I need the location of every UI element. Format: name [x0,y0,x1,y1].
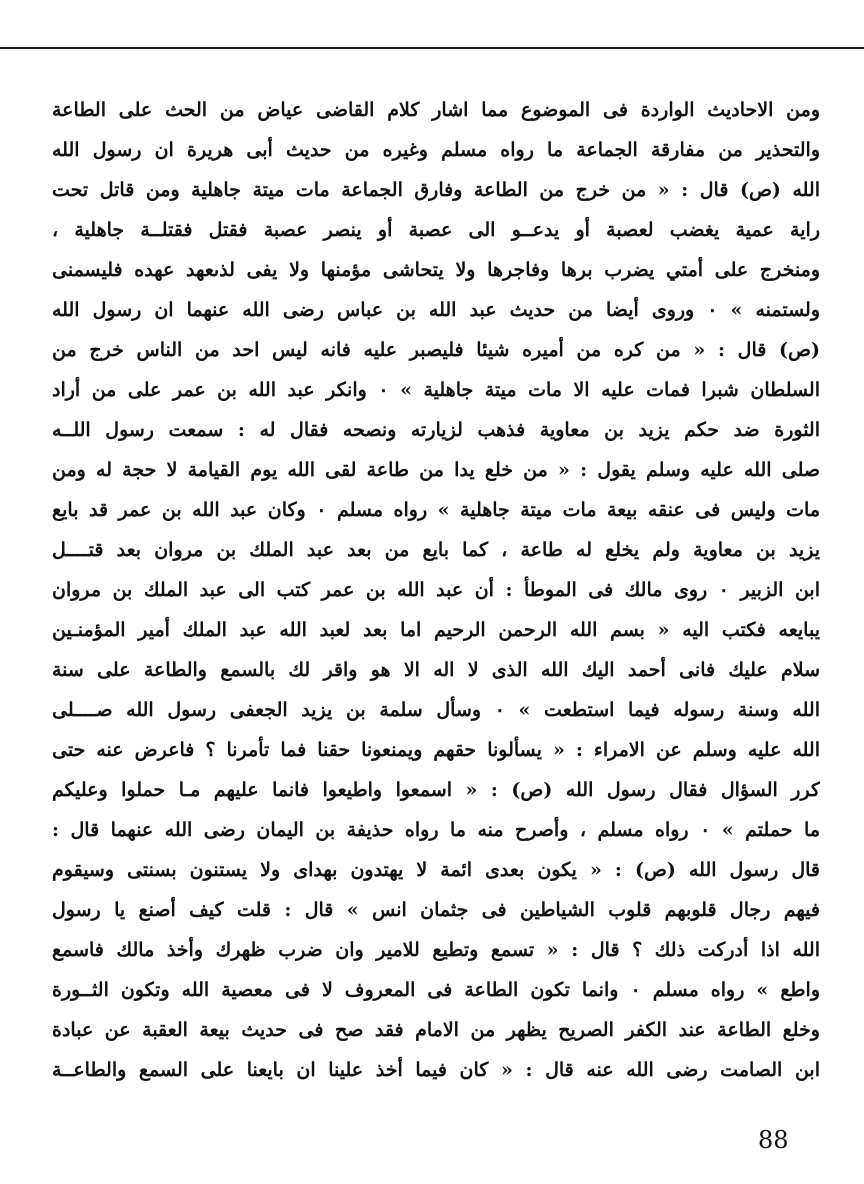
text-line: وخلع الطاعة عند الكفر الصريح يظهر من الامام فقد صح فى حديث بيعة العقبة عن عبادة [52,1019,820,1041]
text-line: السلطان شبرا فمات عليه الا مات ميتة جاهلية » ٠ وانكر عبد الله بن عمر على من أراد [52,379,820,401]
text-line: والتحذير من مفارقة الجماعة ما رواه مسلم وغيره من حديث أبى هريرة ان رسول الله [52,139,820,161]
text-line: مات وليس فى عنقه بيعة مات ميتة جاهلية » رواه مسلم ٠ وكان عبد الله بن عمر قد بايع [52,499,820,521]
text-line: ابن الصامت رضى الله عنه قال : « كان فيما أخذ علينا ان بايعنا على السمع والطاعــة [52,1059,820,1081]
text-line: الله عليه وسلم عن الامراء : « يسألونا حقهم ويمنعونا حقنا فما تأمرنا ؟ فاعرض عنه حتى [52,739,820,761]
text-line: صلى الله عليه وسلم يقول : « من خلع يدا من طاعة لقى الله يوم القيامة لا حجة له ومن [52,459,820,481]
text-line: ولستمنه » ٠ وروى أيضا من حديث عبد الله بن عباس رضى الله عنهما ان رسول الله [52,299,820,321]
text-line: يبايعه فكتب اليه « بسم الله الرحمن الرحيم اما بعد لعبد الله عبد الملك أمير المؤمنـين [52,619,820,641]
text-line: الله (ص) قال : « من خرج من الطاعة وفارق الجماعة مات ميتة جاهلية ومن قاتل تحت [52,179,820,201]
text-line: يزيد بن معاوية ولم يخلع له طاعة ، كما بايع من بعد عبد الملك بن مروان بعد قتــــل [52,539,820,561]
header-rule [0,47,864,49]
text-line: الله وسنة رسوله فيما استطعت » ٠ وسأل سلمة بن يزيد الجعفى رسول الله صــــلى [52,699,820,721]
page-body-text [52,90,820,1090]
text-line: الله اذا أدركت ذلك ؟ قال : « تسمع وتطيع للامير وان ضرب ظهرك وأخذ مالك فاسمع [52,939,820,961]
page-number: 88 [758,1126,789,1154]
text-line: واطع » رواه مسلم ٠ وانما تكون الطاعة فى المعروف لا فى معصية الله وتكون الثــورة [52,979,820,1001]
text-line: قال رسول الله (ص) : « يكون بعدى ائمة لا يهتدون بهداى ولا يستنون بسنتى وسيقوم [52,859,820,881]
text-line: ومنخرج على أمتي يضرب برها وفاجرها ولا يتحاشى مؤمنها ولا يفى لذىعهد عهده فليسمنى [52,259,820,281]
text-line: سلام عليك فانى أحمد اليك الله الذى لا اله الا هو واقر لك بالسمع والطاعة على سنة [52,659,820,681]
text-line: ومن الاحاديث الواردة فى الموضوع مما اشار كلام القاضى عياض من الحث على الطاعة [52,99,820,121]
text-line: فيهم رجال قلوبهم قلوب الشياطين فى جثمان انس » قال : قلت كيف أصنع يا رسول [52,899,820,921]
text-line: (ص) قال : « من كره من أميره شيئا فليصبر عليه فانه ليس احد من الناس خرج من [52,339,820,361]
text-line: كرر السؤال فقال رسول الله (ص) : « اسمعوا واطيعوا فانما عليهم مـا حملوا وعليكم [52,779,820,801]
text-line: راية عمية يغضب لعصبة أو يدعــو الى عصبة أو ينصر عصبة فقتل فقتلــة جاهلية ، [52,219,820,241]
text-line: ما حملتم » ٠ رواه مسلم ، وأصرح منه ما رواه حذيفة بن اليمان رضى الله عنهما قال : [52,819,820,841]
text-line: ابن الزبير ٠ روى مالك فى الموطأ : أن عبد الله بن عمر كتب الى عبد الملك بن مروان [52,579,820,601]
text-line: الثورة ضد حكم يزيد بن معاوية فذهب لزيارته ونصحه فقال له : سمعت رسول اللــه [52,419,820,441]
